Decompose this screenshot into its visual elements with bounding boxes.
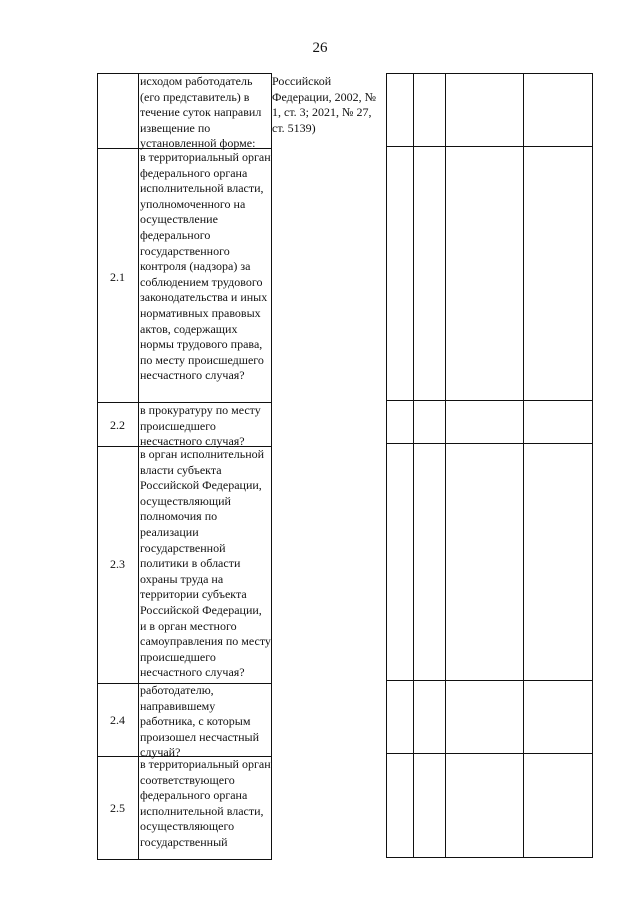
table-row-line xyxy=(386,753,593,754)
item-number: 2.1 xyxy=(110,270,125,284)
table-col-line xyxy=(97,73,98,859)
item-number: 2.2 xyxy=(110,418,125,432)
table-col-line xyxy=(523,73,524,857)
question-text: исходом работодатель (его представитель) в течение суток направил извещение по установленной форме: xyxy=(140,74,262,151)
table-row-line xyxy=(386,400,593,401)
table-row-line xyxy=(386,680,593,681)
question-text: в прокуратуру по месту происшедшего несчастного случая? xyxy=(140,403,261,449)
table-col-line xyxy=(445,73,446,857)
table-row-line xyxy=(386,146,593,147)
table-col-line xyxy=(386,73,387,857)
legal-reference: Российской Федерации, 2002, № 1, ст. 3; 2021, № 27, ст. 5139) xyxy=(272,74,377,135)
page-number: 26 xyxy=(312,40,328,56)
item-number: 2.5 xyxy=(110,801,125,815)
table-col-line xyxy=(413,73,414,857)
table-row-line xyxy=(386,73,593,74)
table-col-line xyxy=(592,73,593,857)
question-text: в территориальный орган федерального органа исполнительной власти, уполномоченного на осуществление федерального государственного контроля (надзора) за соблюдением трудового законодательства и иных нормативных правовых актов, содержащих нормы трудового права, по месту происшедшего несчастного случая? xyxy=(140,150,271,383)
question-text: в территориальный орган соответствующего федерального органа исполнительной власти, осуществляющего государственный xyxy=(140,757,271,849)
table-row-line xyxy=(386,443,593,444)
table-col-line xyxy=(271,73,272,859)
item-number: 2.3 xyxy=(110,557,125,571)
item-number: 2.4 xyxy=(110,713,125,727)
table-col-line xyxy=(138,73,139,859)
table-row-line xyxy=(386,857,593,858)
table-row-line xyxy=(97,859,272,860)
question-text: в орган исполнительной власти субъекта Российской Федерации, осуществляющий полномочия по реализации государственной политики в области охраны труда на территории субъекта Российской Федерации, и в орган местного самоуправления по месту происшедшего несчастного случая? xyxy=(140,447,271,680)
question-text: работодателю, направившему работника, с которым произошел несчастный случай? xyxy=(140,683,260,760)
